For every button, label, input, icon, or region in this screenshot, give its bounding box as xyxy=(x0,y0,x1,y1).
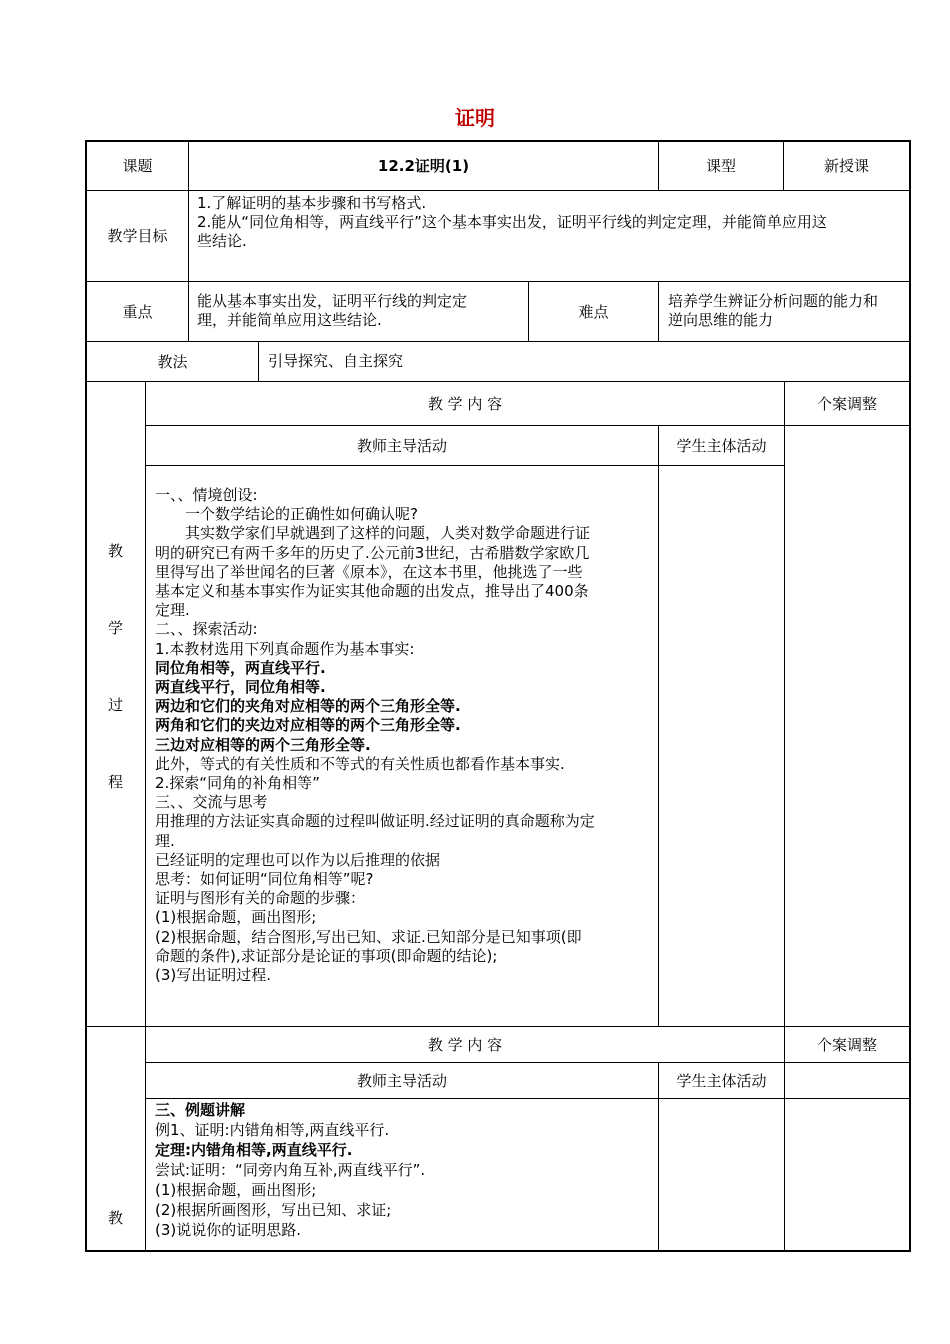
student-header-2: 学生主体活动 xyxy=(676,1071,767,1090)
objective-line: 1.了解证明的基本步骤和书写格式. xyxy=(197,194,427,212)
content-line: 基本定义和基本事实作为证实其他命题的出发点，推导出了400条 xyxy=(155,582,589,601)
teacher-activity-content xyxy=(155,486,595,985)
table-line xyxy=(145,381,146,1251)
content-line: 证明与图形有关的命题的步骤： xyxy=(155,889,366,908)
table-line xyxy=(145,1098,911,1099)
teacher-activity-content-2 xyxy=(155,1100,425,1240)
content-header: 教 学 内 容 xyxy=(427,394,503,413)
content-line: 此外，等式的有关性质和不等式的有关性质也都看作基本事实. xyxy=(155,754,565,773)
objectives-text xyxy=(197,194,827,252)
objective-line: 些结论. xyxy=(197,232,247,251)
difficulty-text xyxy=(668,292,878,330)
difficulty-line: 培养学生辨证分析问题的能力和 xyxy=(668,292,879,310)
adjust-header-2: 个案调整 xyxy=(816,1035,877,1054)
key-points-text xyxy=(197,292,467,330)
content-line: (1)根据命题，画出图形; xyxy=(155,1181,317,1199)
content-line: (3)说说你的证明思路. xyxy=(155,1221,302,1239)
content-line: 思考：如何证明“同位角相等”呢? xyxy=(155,870,374,889)
key-point-line: 能从基本事实出发，证明平行线的判定定 xyxy=(197,292,468,310)
content-line: 用推理的方法证实真命题的过程叫做证明.经过证明的真命题称为定 xyxy=(155,812,595,831)
table-line xyxy=(85,190,911,191)
page-title: 证明 xyxy=(455,106,495,130)
table-border xyxy=(85,1250,911,1252)
content-line: 已经证明的定理也可以作为以后推理的依据 xyxy=(155,850,441,869)
content-line: (2)根据所画图形，写出已知、求证; xyxy=(155,1201,392,1219)
process-side-char: 教 xyxy=(108,542,124,560)
teacher-header-2: 教师主导活动 xyxy=(356,1071,447,1090)
content-line: 例1、证明:内错角相等,两直线平行. xyxy=(155,1121,390,1139)
student-header: 学生主体活动 xyxy=(676,436,767,455)
content-line: 1.本教材选用下列真命题作为基本事实: xyxy=(155,639,415,658)
content-line: 定理. xyxy=(155,601,190,620)
type-label: 课型 xyxy=(705,157,736,175)
content-line: 一个数学结论的正确性如何确认呢? xyxy=(185,505,418,524)
content-line: 两角和它们的夹边对应相等的两个三角形全等. xyxy=(155,716,461,735)
content-line: 两直线平行，同位角相等. xyxy=(155,678,326,697)
teacher-header: 教师主导活动 xyxy=(356,436,447,455)
content-line: 同位角相等，两直线平行. xyxy=(155,658,326,677)
content-line: 定理:内错角相等,两直线平行. xyxy=(155,1141,353,1159)
topic-value: 12.2证明(1) xyxy=(377,157,470,175)
content-line: 命题的条件),求证部分是论证的事项(即命题的结论); xyxy=(155,946,498,965)
content-line: 三、、交流与思考 xyxy=(155,793,268,812)
table-border xyxy=(909,140,911,1252)
content-header-2: 教 学 内 容 xyxy=(427,1035,503,1054)
content-line: (2)根据命题，结合图形,写出已知、求证.已知部分是已知事项(即 xyxy=(155,927,582,946)
content-line: 三边对应相等的两个三角形全等. xyxy=(155,735,371,754)
objectives-label: 教学目标 xyxy=(107,227,168,245)
difficulty-label: 难点 xyxy=(578,302,609,321)
type-value: 新授课 xyxy=(823,157,869,175)
content-line: 2.探索“同角的补角相等” xyxy=(155,774,320,793)
process-side-char: 程 xyxy=(108,773,124,791)
content-line: 明的研究已有两千多年的历史了.公元前3世纪，古希腊数学家欧几 xyxy=(155,543,590,562)
content-line: 一、、情境创设: xyxy=(155,486,258,504)
content-line: (3)写出证明过程. xyxy=(155,966,272,985)
table-line xyxy=(658,281,659,341)
content-line: 三、例题讲解 xyxy=(155,1101,246,1119)
adjust-header: 个案调整 xyxy=(816,394,877,413)
method-value: 引导探究、自主探究 xyxy=(268,352,404,370)
content-line: 里得写出了举世闻名的巨著《原本》，在这本书里，他挑选了一些 xyxy=(155,562,583,581)
content-line: 尝试:证明：“同旁内角互补,两直线平行”. xyxy=(155,1161,426,1179)
topic-label: 课题 xyxy=(122,157,153,175)
content-line: (1)根据命题，画出图形; xyxy=(155,908,317,927)
process-side-char: 教 xyxy=(108,1209,124,1227)
process-side-char: 过 xyxy=(108,696,124,714)
table-line xyxy=(145,465,785,466)
table-line xyxy=(658,425,659,1026)
objective-line: 2.能从“同位角相等，两直线平行”这个基本事实出发，证明平行线的判定定理，并能简单应用这 xyxy=(197,213,827,232)
table-line xyxy=(85,281,911,282)
process-side-char: 学 xyxy=(108,619,124,637)
key-point-line: 理，并能简单应用这些结论. xyxy=(197,311,382,330)
content-line: 二、、探索活动: xyxy=(155,620,258,639)
content-line: 其实数学家们早就遇到了这样的问题，人类对数学命题进行证 xyxy=(185,524,591,543)
table-line xyxy=(258,341,259,381)
table-line xyxy=(784,381,785,1251)
method-label: 教法 xyxy=(157,352,188,371)
difficulty-line: 逆向思维的能力 xyxy=(668,311,774,330)
key-points-label: 重点 xyxy=(122,302,153,321)
content-line: 理. xyxy=(155,831,175,850)
content-line: 两边和它们的夹角对应相等的两个三角形全等. xyxy=(155,697,461,716)
